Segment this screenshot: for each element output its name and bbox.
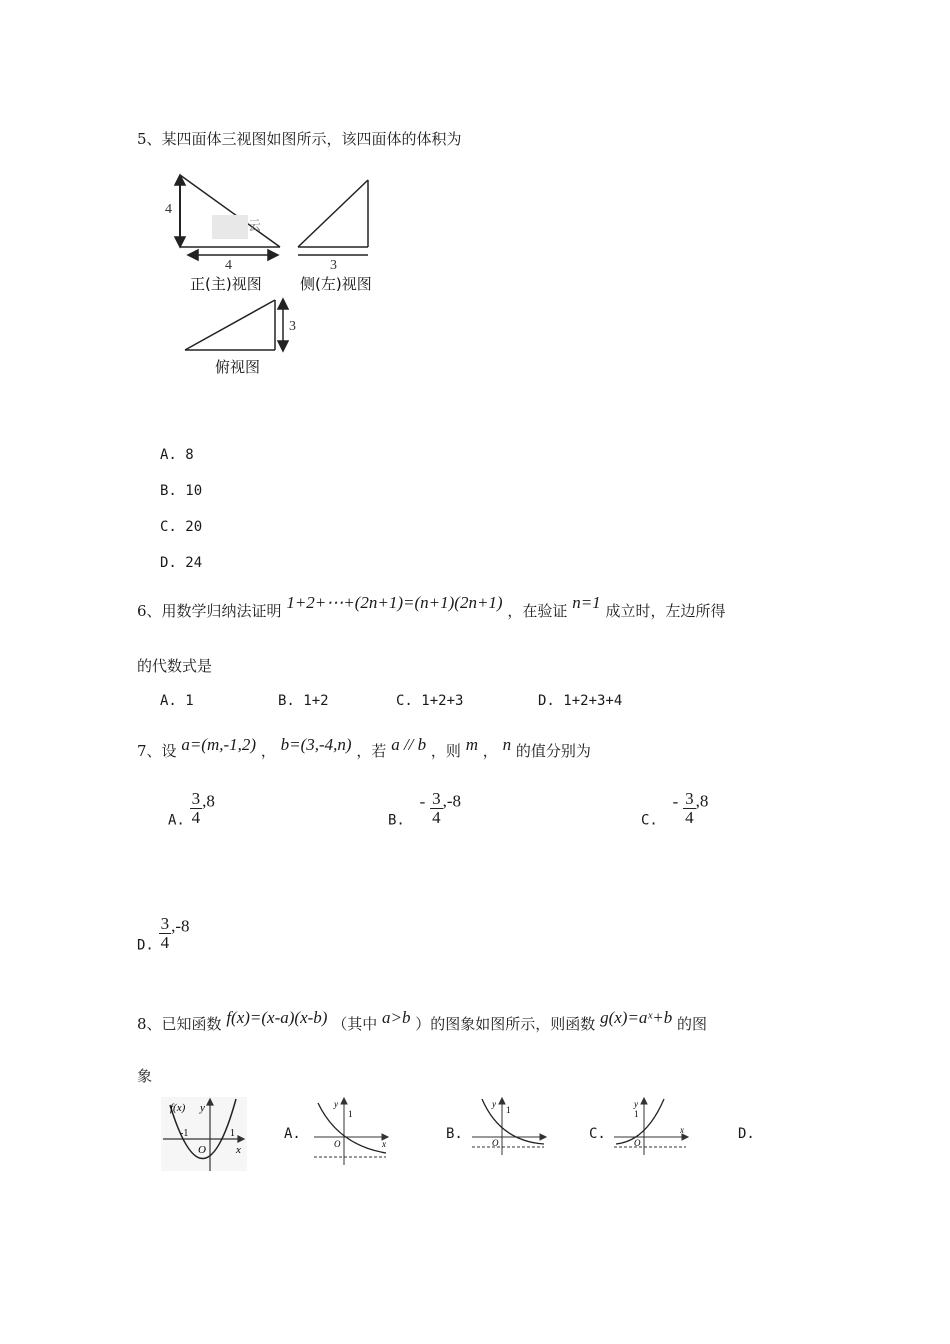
q6-suffix: 成立时，左边所得 [605, 602, 726, 620]
q7-option-c-den: 4 [685, 808, 694, 827]
q8-a-one: 1 [348, 1109, 353, 1119]
q6-option-d[interactable]: D. 1+2+3+4 [538, 693, 623, 709]
q8-fx-label: f(x) [170, 1102, 186, 1114]
watermark-text: 云 [248, 218, 262, 233]
q6-mid: ，在验证 [507, 602, 568, 620]
q8-option-a-label[interactable]: A. [284, 1126, 301, 1142]
q8-fx-y-label: y [200, 1102, 205, 1114]
q7-option-a-fraction [190, 790, 203, 827]
q8-condition: a>b [382, 1008, 411, 1027]
q7-option-b-sign: - [419, 791, 426, 811]
q5-option-d[interactable]: D. 24 [160, 555, 203, 571]
q7-option-a[interactable] [168, 790, 215, 829]
q7-option-b-tail: ,-8 [442, 791, 462, 811]
q7-option-b-fraction [430, 790, 443, 827]
q5-option-a[interactable]: A. 8 [160, 447, 194, 463]
q7-option-d-num: 3 [160, 914, 170, 933]
q8-line2: 象 [137, 1067, 153, 1085]
q8-fx-graph [158, 1095, 250, 1173]
side-width-label: 3 [330, 258, 337, 273]
q8-option-d-label[interactable]: D. [738, 1126, 755, 1142]
q6-option-b[interactable]: B. 1+2 [278, 693, 329, 709]
q5-three-view-figure [160, 165, 405, 380]
q7-parallel: a // b [391, 735, 427, 754]
q7-option-b-num: 3 [432, 789, 441, 808]
q8-a-y: y [334, 1099, 338, 1109]
q8-c-y: y [634, 1099, 638, 1109]
q7-option-d[interactable] [137, 915, 190, 954]
q7-m: m [465, 735, 478, 754]
q7-option-b[interactable] [388, 790, 461, 829]
top-view-label: 俯视图 [215, 358, 261, 376]
q8-b-one: 1 [506, 1105, 511, 1115]
q7-option-c-sign: - [672, 791, 679, 811]
q8-fx-x-label: x [236, 1144, 241, 1156]
q5-option-c[interactable]: C. 20 [160, 519, 203, 535]
q7-option-d-tail: ,-8 [171, 916, 190, 936]
q7-option-c-num: 3 [685, 789, 694, 808]
q8-stem [137, 1008, 707, 1034]
q7-option-d-label: D. [137, 937, 154, 954]
q7-option-b-den: 4 [432, 808, 441, 827]
q6-prefix: 6、用数学归纳法证明 [137, 602, 282, 620]
q8-a-x: x [382, 1139, 386, 1149]
q7-vector-b: b=(3,-4,n) [280, 735, 352, 754]
q7-option-c[interactable] [641, 790, 708, 829]
q8-mid2: ）的图象如图所示，则函数 [415, 1015, 596, 1033]
q8-b-y: y [492, 1099, 496, 1109]
q8-option-b-label[interactable]: B. [446, 1126, 463, 1142]
q8-g-def: g(x)=aˣ+b [600, 1008, 673, 1027]
q7-option-c-tail: ,8 [695, 791, 709, 811]
q8-suffix: 的图 [676, 1015, 707, 1033]
q8-f-def: f(x)=(x-a)(x-b) [226, 1008, 328, 1027]
q8-fx-origin-label: O [198, 1144, 206, 1156]
q8-fx-neg1-label: -1 [180, 1128, 189, 1139]
q7-mid: ，若 [356, 742, 387, 760]
q7-option-c-fraction [683, 790, 696, 827]
q6-formula: 1+2+⋯+(2n+1)=(n+1)(2n+1) [286, 593, 503, 612]
watermark-blur [212, 215, 248, 239]
q8-option-a-graph[interactable] [312, 1095, 392, 1167]
q8-c-o: O [634, 1138, 641, 1148]
front-width-label: 4 [225, 258, 232, 273]
front-view-label: 正(主)视图 [190, 275, 262, 293]
q8-option-c-graph[interactable] [612, 1095, 692, 1157]
q6-line2: 的代数式是 [137, 657, 213, 675]
q8-option-c-label[interactable]: C. [589, 1126, 606, 1142]
top-height-label: 3 [289, 319, 296, 334]
q5-option-b[interactable]: B. 10 [160, 483, 203, 499]
q7-vector-a: a=(m,-1,2) [181, 735, 257, 754]
q7-comma: ， [482, 742, 498, 760]
q8-fx-one-label: 1 [230, 1128, 235, 1139]
q7-prefix: 7、设 [137, 742, 177, 760]
front-height-label: 4 [165, 202, 172, 217]
q8-mid: （其中 [332, 1015, 378, 1033]
q8-c-one: 1 [634, 1109, 639, 1119]
q7-option-d-den: 4 [160, 933, 170, 952]
q7-mid2: ，则 [430, 742, 461, 760]
q6-condition: n=1 [572, 593, 601, 612]
q8-a-o: O [334, 1139, 341, 1149]
q6-option-c[interactable]: C. 1+2+3 [396, 693, 464, 709]
q8-c-x: x [680, 1125, 684, 1135]
q8-b-o: O [492, 1138, 499, 1148]
q8-option-b-graph[interactable] [470, 1095, 550, 1157]
side-view-label: 侧(左)视图 [300, 275, 372, 293]
q7-option-d-fraction [159, 915, 172, 952]
q6-stem [137, 593, 726, 621]
q7-n: n [502, 735, 512, 754]
q7-option-a-den: 4 [191, 808, 201, 827]
q7-option-c-label: C. [641, 812, 658, 829]
q7-option-a-tail: ,8 [202, 791, 215, 811]
q7-option-b-label: B. [388, 812, 405, 829]
q7-option-a-label: A. [168, 812, 185, 829]
q7-stem [137, 735, 591, 761]
q8-prefix: 8、已知函数 [137, 1015, 222, 1033]
q5-stem: 5、某四面体三视图如图所示，该四面体的体积为 [137, 130, 462, 148]
q7-option-a-num: 3 [191, 789, 201, 808]
q7-sep: ， [260, 742, 276, 760]
q6-option-a[interactable]: A. 1 [160, 693, 194, 709]
q7-suffix: 的值分别为 [515, 742, 591, 760]
